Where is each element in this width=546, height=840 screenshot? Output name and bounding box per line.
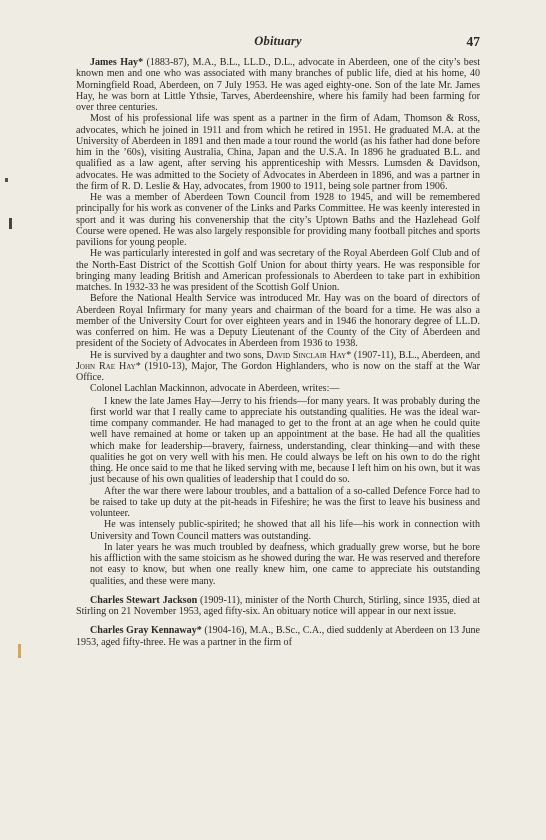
obituary-entry-kennaway bbox=[76, 625, 480, 648]
paragraph-text: (1883-87), M.A., B.L., LL.D., D.L., advocate in Aberdeen, one of the city’s best known men and one who was associated with many branches of public life, died at his home, 40 Morningfield Road, Aberdeen, on 7 July 1953. He was aged eighty-one. Son of the late Mr. James Hay, he was born at Little Ythsie, Tarves, Aberdeenshire, where his family had been farming for over three centuries. bbox=[76, 57, 480, 113]
quote-paragraph: He was intensely public-spirited; he showed that all his life—his work in connection with University and Town Council matters was outstanding. bbox=[90, 519, 480, 542]
quote-paragraph: In later years he was much troubled by deafness, which gradually grew worse, but he bore his affliction with the same stoicism as he showed during the war. He was reserved and therefore not easy to know, but when one really knew him, one came to appreciate his outstanding qualities, and these were many. bbox=[90, 541, 480, 587]
paragraph-text: He is survived by a daughter and two sons, bbox=[90, 349, 267, 361]
block-quote bbox=[76, 396, 480, 587]
paragraph-text: (1909-11), minister of the North Church, Stirling, since 1935, died at Stirling on 21 November 1953, aged fifty-six. An obituary notice will appear in our next issue. bbox=[76, 594, 480, 617]
paragraph: Before the National Health Service was introduced Mr. Hay was on the board of directors of Aberdeen Royal Infirmary for many years and chairman of the board for a time. He was also a member of the University Court for over eighteen years and in 1946 the honorary degree of LL.D. was conferred on him. He was a Deputy Lieutenant of the County of the City of Aberdeen and president of the Society of Advocates in Aberdeen from 1936 to 1938. bbox=[76, 293, 480, 350]
paragraph: Most of his professional life was spent as a partner in the firm of Adam, Thomson & Ross, advocates, which he joined in 1911 and from which he retired in 1951. He graduated M.A. at the University of Aberdeen in 1891 and then made a tour round the world (as his father had done before him in the ’60s), visiting Australia, China, Japan and the U.S.A. In 1896 he graduated B.L. and qualified as a law agent, after serving his apprenticeship with Messrs. Lumsden & Davidson, advocates. He was admitted to the Society of Advocates in Aberdeen in 1896, and was a partner in the firm of R. D. Leslie & Hay, advocates, from 1900 to 1911, being sole partner from 1906. bbox=[76, 113, 480, 192]
person-name: David Sinclair Hay* bbox=[266, 349, 352, 361]
margin-mark bbox=[9, 218, 12, 229]
running-head: Obituary bbox=[254, 34, 302, 48]
obituary-name: Charles Gray Kennaway* bbox=[90, 625, 202, 637]
paragraph-text: (1910-13), Major, The Gordon Highlanders, who is now on the staff at the War Office. bbox=[76, 360, 480, 383]
person-name: John Rae Hay* bbox=[76, 360, 141, 372]
obituary-name: James Hay* bbox=[90, 57, 144, 68]
page-number: 47 bbox=[466, 34, 480, 49]
obituary-entry-hay bbox=[76, 57, 480, 113]
paragraph: He was a member of Aberdeen Town Council from 1928 to 1945, and will be remembered principally for his work as convener of the Links and Parks Committee. He was keenly interested in sport and it was during his convenership that the city’s Uptown Baths and the Hazlehead Golf Course were opened. He was also largely responsible for providing many football pitches and sports pavilions for young people. bbox=[76, 192, 480, 248]
paragraph: Colonel Lachlan Mackinnon, advocate in Aberdeen, writes:— bbox=[90, 383, 340, 395]
margin-mark bbox=[5, 178, 8, 182]
obituary-body bbox=[76, 57, 480, 648]
quote-paragraph: After the war there were labour troubles, and a battalion of a so-called Defence Force had to be raised to take up duty at the pit-heads in Fifeshire; he was the first to leave his business and volunteer. bbox=[90, 485, 480, 519]
paragraph-text: (1904-16), M.A., B.Sc., C.A., died suddenly at Aberdeen on 13 June 1953, aged fifty-three. He was a partner in the firm of bbox=[76, 625, 480, 648]
margin-mark bbox=[18, 644, 21, 658]
obituary-name: Charles Stewart Jackson bbox=[90, 594, 198, 606]
paragraph: He was particularly interested in golf and was secretary of the Royal Aberdeen Golf Club and of the North-East District of the Scottish Golf Union for about thirty years. He was responsible for bringing many leading British and American professionals to Aberdeen to take part in exhibition matches. In 1932-33 he was president of the Scottish Golf Union. bbox=[76, 248, 480, 293]
obituary-entry-jackson bbox=[76, 595, 480, 618]
paragraph-text: (1907-11), B.L., Aberdeen, and bbox=[351, 349, 481, 361]
quote-paragraph: I knew the late James Hay—Jerry to his friends—for many years. It was probably during the first world war that I really came to appreciate his outstanding qualities. He was the ideal war-time company commander. He had managed to get to the front at an age when he could quite well have remained at home or taken up an appointment at the base. He had all the qualities which make for leadership—bravery, fairness, understanding, clear thinking—and with these qualities he got on very well with his men. He could always be left on his own to do the right thing. He once said to me that he liked serving with me, because I left him on his own, but it was just because of his own qualities of leadership that I could do so. bbox=[90, 395, 480, 486]
page-header bbox=[76, 34, 480, 50]
paragraph bbox=[76, 350, 480, 384]
